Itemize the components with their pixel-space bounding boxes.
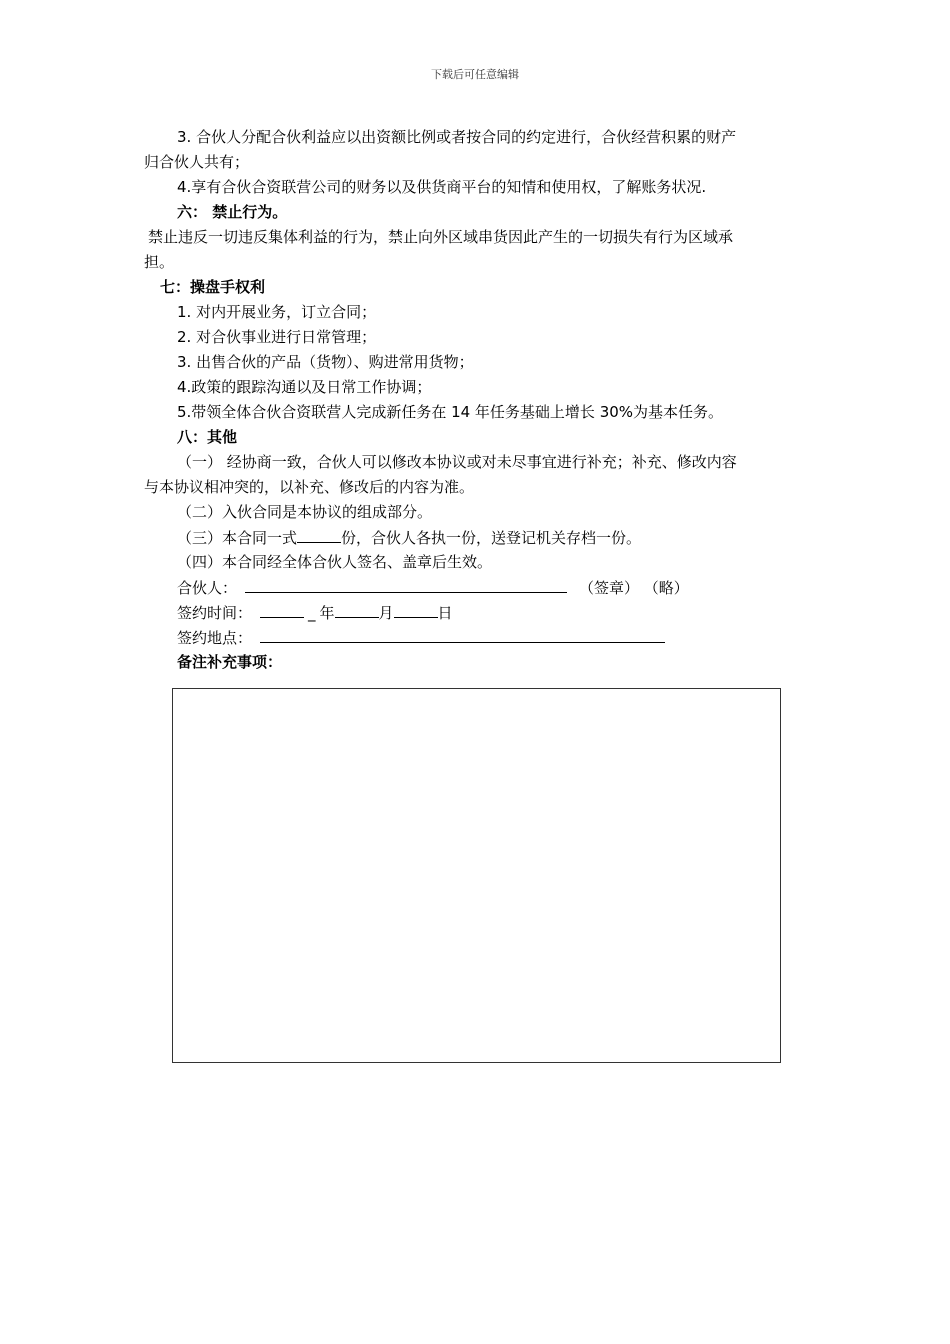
day-blank [394, 602, 438, 618]
year-label: 年 [319, 604, 335, 622]
day-label: 日 [437, 604, 453, 622]
month-blank [335, 602, 379, 618]
section8-title: 八：其他 [177, 428, 238, 446]
section6-body-line2: 担。 [144, 253, 175, 271]
section8-item4: （四）本合同经全体合伙人签名、盖章后生效。 [177, 553, 493, 571]
place-blank [260, 627, 665, 643]
partner-line [177, 577, 689, 598]
section6-title: 六： 禁止行为。 [177, 203, 288, 221]
section7-title: 七：操盘手权利 [160, 278, 266, 296]
partner-seal: （签章） （略） [579, 579, 689, 597]
date-label: 签约时间： [177, 604, 253, 622]
section8-item3-post: 份，合伙人各执一份，送登记机关存档一份。 [341, 529, 642, 547]
section5-item4: 4.享有合伙合资联营公司的财务以及供货商平台的知情和使用权，了解账务状况. [177, 178, 707, 196]
partner-label: 合伙人： [177, 579, 238, 597]
section7-item-4: 4.政策的跟踪沟通以及日常工作协调； [177, 378, 432, 396]
date-blank-1 [260, 602, 304, 618]
section7-item-1: 1. 对内开展业务，订立合同； [177, 303, 377, 321]
section5-item3-line1: 3. 合伙人分配合伙利益应以出资额比例或者按合同的约定进行，合伙经营积累的财产 [177, 128, 737, 146]
section8-item3-pre: （三）本合同一式 [177, 529, 298, 547]
page-header: 下载后可任意编辑 [431, 68, 519, 81]
place-label: 签约地点： [177, 629, 253, 647]
section8-item2: （二）入伙合同是本协议的组成部分。 [177, 503, 433, 521]
section8-item3 [177, 527, 641, 548]
date-sep: _ [308, 604, 316, 622]
section7-item-3: 3. 出售合伙的产品（货物）、购进常用货物； [177, 353, 474, 371]
month-label: 月 [378, 604, 394, 622]
remarks-box[interactable] [172, 688, 781, 1063]
section7-item-5: 5.带领全体合伙合资联营人完成新任务在 14 年任务基础上增长 30%为基本任务。 [177, 403, 724, 421]
copies-blank [297, 527, 341, 543]
section8-item1-line1: （一） 经协商一致，合伙人可以修改本协议或对未尽事宜进行补充；补充、修改内容 [177, 453, 737, 471]
section6-body-line1: 禁止违反一切违反集体利益的行为，禁止向外区域串货因此产生的一切损失有行为区域承 [148, 228, 734, 246]
date-line [177, 602, 453, 623]
section7-item-2: 2. 对合伙事业进行日常管理； [177, 328, 377, 346]
section5-item3-line2: 归合伙人共有； [144, 153, 250, 171]
remarks-title: 备注补充事项： [177, 653, 283, 671]
place-line [177, 627, 665, 648]
section8-item1-line2: 与本协议相冲突的，以补充、修改后的内容为准。 [144, 478, 475, 496]
partner-blank [245, 577, 567, 593]
